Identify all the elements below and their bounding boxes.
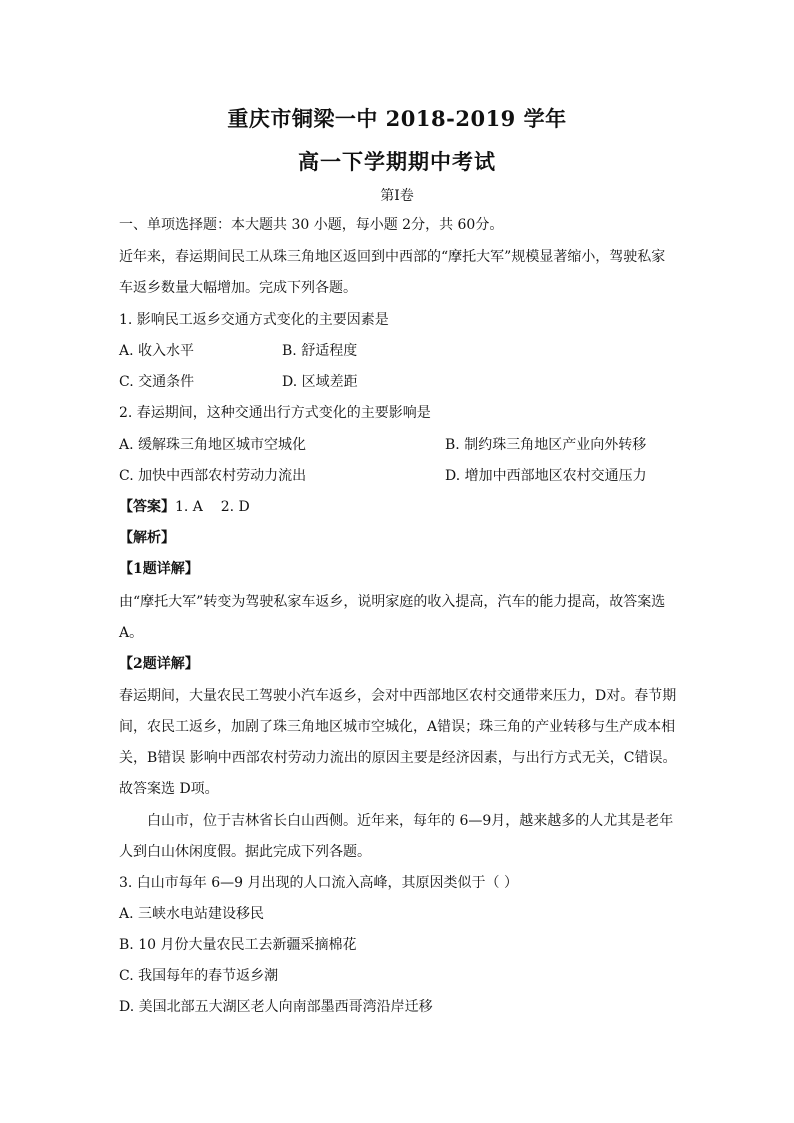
question-1-detail-label: 【1题详解】 (119, 561, 199, 577)
question-1-stem: 1. 影响民工返乡交通方式变化的主要因素是 (119, 312, 389, 328)
question-3-option-b: B. 10 月份大量农民工去新疆采摘棉花 (119, 937, 357, 953)
question-1-option-c: C. 交通条件 (119, 374, 195, 390)
question-1-detail-line-2: A。 (119, 625, 144, 641)
material-1-line-2: 车返乡数量大幅增加。完成下列各题。 (119, 280, 357, 296)
analysis-label: 【解析】 (119, 530, 175, 546)
answer-text: 1. A 2. D (175, 499, 250, 515)
question-3-option-c: C. 我国每年的春节返乡潮 (119, 968, 279, 984)
document-title: 重庆市铜梁一中 2018-2019 学年 (227, 106, 567, 131)
question-3-option-d: D. 美国北部五大湖区老人向南部墨西哥湾沿岸迁移 (119, 999, 433, 1015)
question-2-option-c: C. 加快中西部农村劳动力流出 (119, 468, 307, 484)
document-subtitle: 高一下学期期中考试 (298, 149, 496, 174)
question-2-option-d: D. 增加中西部地区农村交通压力 (445, 468, 647, 484)
answer-line (119, 497, 250, 517)
question-2-stem: 2. 春运期间，这种交通出行方式变化的主要影响是 (119, 405, 431, 421)
question-1-detail-line-1: 由“摩托大军”转变为驾驶私家车返乡，说明家庭的收入提高，汽车的能力提高，故答案选 (119, 594, 666, 610)
material-2-line-2: 人到白山休闲度假。据此完成下列各题。 (119, 844, 371, 860)
question-2-detail-label: 【2题详解】 (119, 656, 199, 672)
question-2-detail-line-4: 故答案选 D项。 (119, 781, 219, 797)
answer-label: 【答案】 (119, 499, 175, 515)
section-instruction: 一、单项选择题：本大题共 30 小题，每小题 2分，共 60分。 (119, 217, 504, 233)
question-2-detail-line-2: 间，农民工返乡，加剧了珠三角地区城市空城化，A错误；珠三角的产业转移与生产成本相 (119, 719, 676, 735)
question-3-option-a: A. 三峡水电站建设移民 (119, 906, 265, 922)
question-2-detail-line-1: 春运期间，大量农民工驾驶小汽车返乡，会对中西部地区农村交通带来压力，D对。春节期 (119, 688, 677, 704)
question-1-option-a: A. 收入水平 (119, 343, 195, 359)
question-1-option-b: B. 舒适程度 (282, 343, 358, 359)
question-1-option-d: D. 区域差距 (282, 374, 358, 390)
material-2-line-1: 白山市，位于吉林省长白山西侧。近年来，每年的 6—9月，越来越多的人尤其是老年 (147, 813, 674, 829)
question-2-option-b: B. 制约珠三角地区产业向外转移 (445, 437, 647, 453)
material-1-line-1: 近年来，春运期间民工从珠三角地区返回到中西部的“摩托大军”规模显著缩小，驾驶私家 (119, 249, 666, 265)
question-3-stem: 3. 白山市每年 6—9 月出现的人口流入高峰，其原因类似于（ ） (119, 875, 518, 891)
volume-label: 第Ⅰ卷 (380, 188, 414, 204)
question-2-option-a: A. 缓解珠三角地区城市空城化 (119, 437, 307, 453)
question-2-detail-line-3: 关，B错误 影响中西部农村劳动力流出的原因主要是经济因素，与出行方式无关，C错误。 (119, 750, 677, 766)
